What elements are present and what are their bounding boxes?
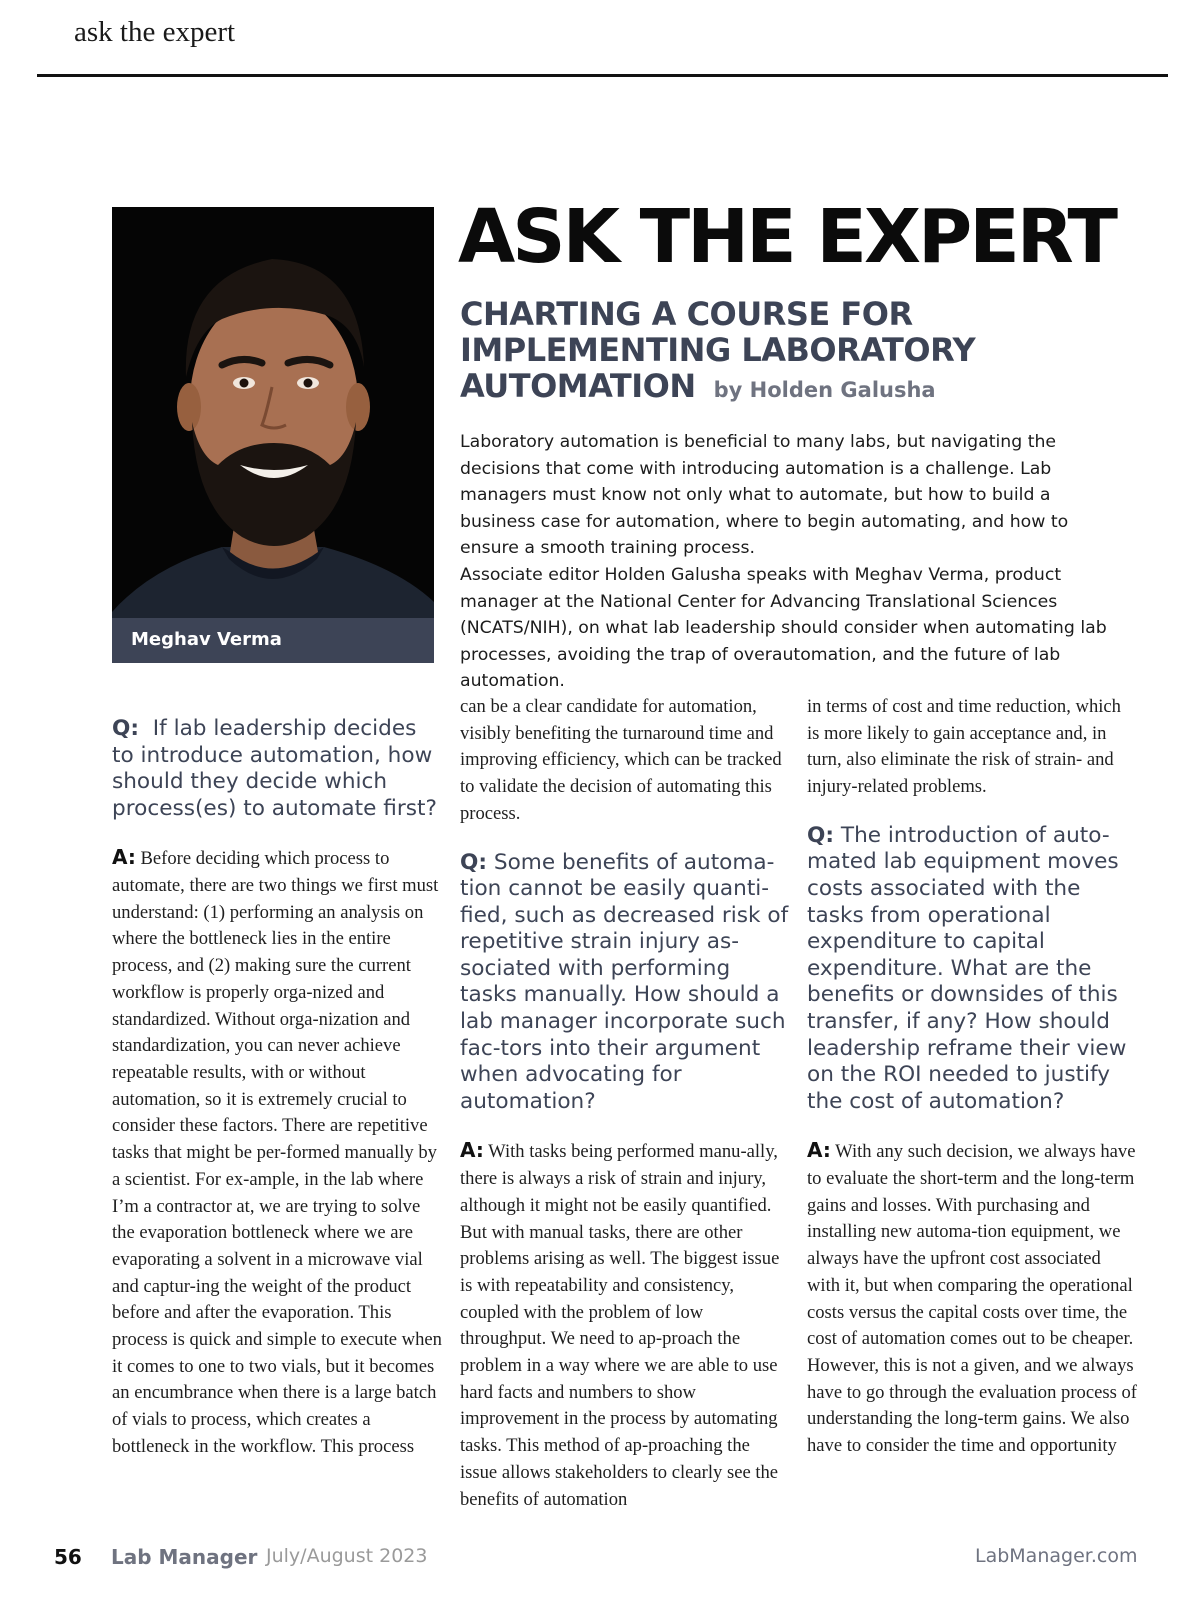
section-label: ask the expert	[74, 16, 236, 48]
a-marker: A:	[112, 845, 136, 870]
question-1	[112, 716, 442, 822]
column-1	[112, 716, 442, 1461]
question-3	[807, 823, 1137, 1116]
answer-text: With any such decision, we always have to evaluate the short-term and the long-term gains and losses. With purchasing and installing new automa-tion equipment, we always have the upfront cost associated with it, but when comparing the operational costs versus the capital costs over time, the cost of automation comes out to be cheaper. However, this is not a given, and we always have to go through the evaluation process of understanding the long-term gains. We also have to consider the time and opportunity	[807, 1141, 1137, 1457]
photo-caption	[112, 618, 434, 663]
caption-name: Meghav Verma	[131, 629, 282, 650]
q-marker: Q:	[112, 716, 139, 741]
website-link[interactable]: LabManager.com	[975, 1545, 1138, 1567]
q-marker: Q:	[807, 822, 834, 848]
column-3	[807, 694, 1137, 1460]
answer-3	[807, 1137, 1137, 1459]
intro-paragraph: Laboratory automation is beneficial to many labs, but navigating the decisions that come with introducing automation is a challenge. Lab managers must know not only what to automate, but how to build a business case for automation, where to begin automating, and how to ensure a smooth training process.	[460, 432, 1069, 559]
answer-text: With tasks being performed manu-ally, there is always a risk of strain and injury, although it might not be easily quantified. But with manual tasks, there are other problems arising as well. The biggest issue is with repeatability and consistency, coupled with the problem of low throughput. We need to ap-proach the problem in a way where we are able to use hard facts and numbers to show improvement in the process by automating tasks. This method of ap-proaching the issue allows stakeholders to clearly see the benefits of automation	[460, 1141, 780, 1510]
portrait-illustration	[112, 207, 434, 663]
question-text: If lab leadership decides to introduce automation, how should they decide which process(es) to automate first?	[112, 716, 437, 821]
issue-date: July/August 2023	[266, 1545, 428, 1567]
intro-paragraph: Associate editor Holden Galusha speaks with Meghav Verma, product manager at the National Center for Advancing Translational Sciences (NCATS/NIH), on what lab leadership should consider when automating lab processes, avoiding the trap of overautomation, and the future of lab automation.	[460, 565, 1107, 692]
publication-name: Lab Manager	[111, 1545, 258, 1569]
question-2	[460, 850, 790, 1116]
article-title: ASK THE EXPERT	[458, 194, 1115, 280]
header-divider	[37, 74, 1168, 77]
article-subtitle	[460, 296, 1080, 408]
answer-1	[112, 844, 442, 1460]
subtitle-text: CHARTING A COURSE FOR IMPLEMENTING LABORATORY AUTOMATION	[460, 295, 976, 405]
answer-2-continued: in terms of cost and time reduction, which is more likely to gain acceptance and, in turn, also eliminate the risk of strain- and injury-related problems.	[807, 696, 1121, 798]
expert-photo	[112, 207, 434, 663]
answer-1-continued: can be a clear candidate for automation, visibly benefiting the turnaround time and improving efficiency, which can be tracked to validate the decision of automating this process.	[460, 696, 782, 824]
a-marker: A:	[807, 1138, 831, 1163]
question-text: Some benefits of automa-tion cannot be easily quanti-fied, such as decreased risk of repetitive strain injury as-sociated with performing tasks manually. How should a lab manager incorporate such fac-tors into their argument when advocating for automation?	[460, 849, 789, 1114]
byline: by Holden Galusha	[713, 378, 936, 402]
page-number: 56	[54, 1545, 82, 1569]
answer-2	[460, 1137, 790, 1513]
q-marker: Q:	[460, 849, 487, 875]
answer-text: Before deciding which process to automate, there are two things we first must understand: (1) performing an analysis on where the bottleneck lies in the entire process, and (2) making sure the current workflow is properly orga-nized and standardized. Without orga-nization and standardization, you can never achieve repeatable results, with or without automation, so it is extremely crucial to consider these factors. There are repetitive tasks that might be per-formed manually by a scientist. For ex-ample, in the lab where I’m a contractor at, we are trying to solve the evaporation bottleneck where we are evaporating a solvent in a microwave vial and captur-ing the weight of the product before and after the evaporation. This process is quick and simple to execute when it comes to one to two vials, but it becomes an encumbrance when there is a large batch of vials to process, which creates a bottleneck in the workflow. This process	[112, 848, 442, 1457]
column-2	[460, 694, 790, 1513]
question-text: The introduction of auto-mated lab equipment moves costs associated with the tasks from operational expenditure to capital expenditure. What are the benefits or downsides of this transfer, if any? How should leadership reframe their view on the ROI needed to justify the cost of automation?	[807, 822, 1127, 1114]
a-marker: A:	[460, 1138, 484, 1163]
